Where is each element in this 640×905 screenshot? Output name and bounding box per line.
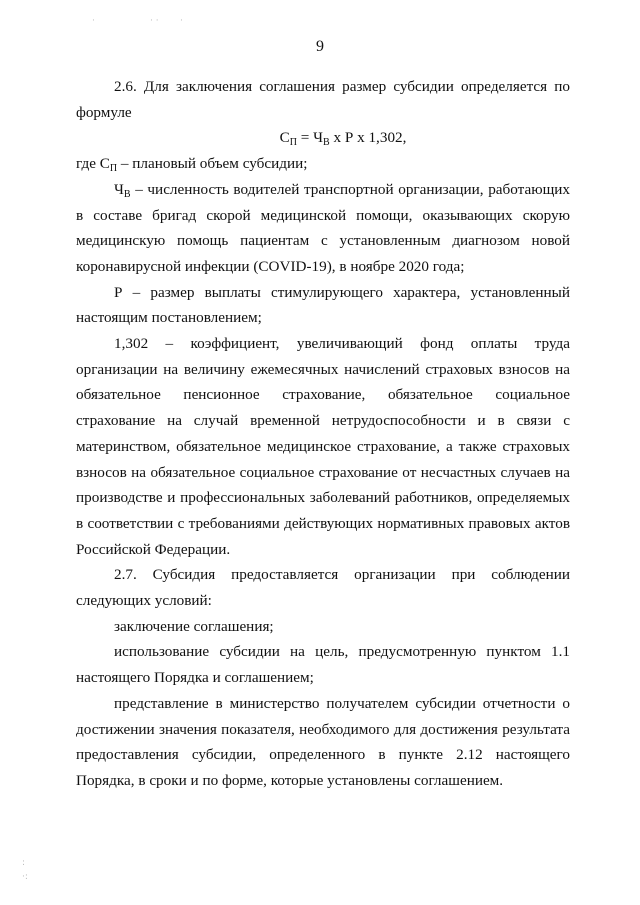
definition-coefficient: 1,302 – коэффициент, увеличивающий фонд оплаты труда организации на величину ежемесячных начислений страховых взносов на обязательное пенсионное страхование, обязательное социальное страхование на случай временной нетрудоспособности и в связи с материнством, обязательное медицинское страхование, а также страховых взносов на обязательное социальное страхование от несчастных случаев на производстве и профессиональных заболеваний работников, определяемых в соответствии с требованиями действующих нормативных правовых актов Российской Федерации. <box>76 335 570 558</box>
scan-artifact: ·: <box>22 872 28 882</box>
condition-agreement: заключение соглашения; <box>114 617 274 635</box>
scan-artifact: · · <box>150 16 159 26</box>
condition-reporting: представление в министерство получателем субсидии отчетности о достижении значения показателя, необходимого для достижения результата предоставления субсидии, определенного в пункте 2.12 настоящего Порядка, в сроки и по форме, которые установлены соглашением. <box>76 694 570 789</box>
scan-artifact: : <box>22 858 26 868</box>
page-number: 9 <box>316 38 324 55</box>
document-body <box>76 74 570 794</box>
definition-payment-size: Р – размер выплаты стимулирующего характера, установленный настоящим постановлением; <box>76 283 570 327</box>
scan-artifact: · <box>92 16 95 26</box>
scan-artifact: · <box>180 16 183 26</box>
definition-driver-count: $Ч_В$ – численность водителей транспортной организации, работающих в составе бригад скорой медицинской помощи, оказывающих скорую медицинскую помощь пациентам с установленным диагнозом новой коронавирусной инфекции (COVID-19), в ноябре 2020 года; <box>76 180 570 275</box>
subsidy-formula: $С_П = Ч_В$ х Р х 1,302, <box>279 129 407 149</box>
definition-planned-subsidy: где $С_П$ – плановый объем субсидии; <box>76 155 308 175</box>
condition-purpose: использование субсидии на цель, предусмотренную пунктом 1.1 настоящего Порядка и соглашением; <box>76 643 570 687</box>
paragraph-2-6: 2.6. Для заключения соглашения размер субсидии определяется по формуле <box>76 78 570 121</box>
paragraph-2-7: 2.7. Субсидия предоставляется организации при соблюдении следующих условий: <box>76 566 570 610</box>
